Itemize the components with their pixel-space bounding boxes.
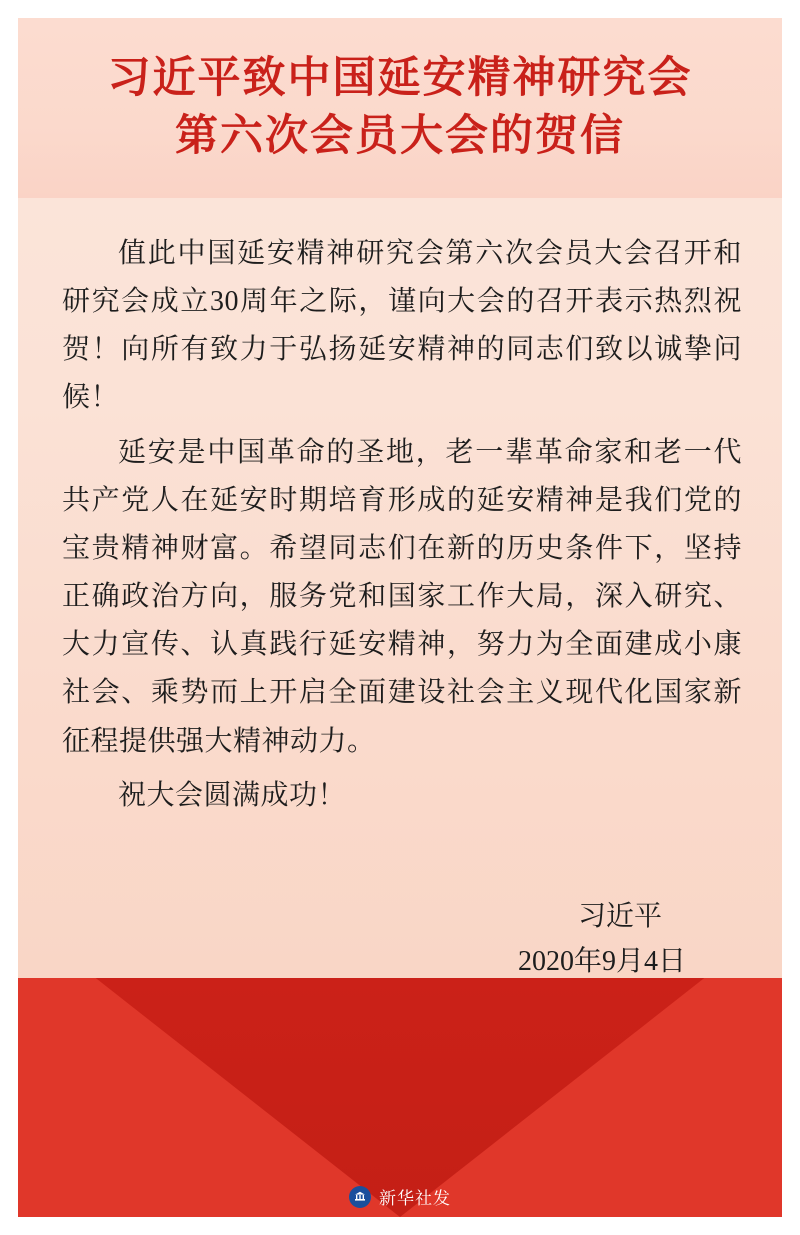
footer-text: 新华社发	[379, 1189, 451, 1208]
page-title-line-2: 第六次会员大会的贺信	[175, 113, 625, 160]
letter-paragraph-2: 延安是中国革命的圣地，老一辈革命家和老一代共产党人在延安时期培育形成的延安精神是我们党的宝贵精神财富。希望同志们在新的历史条件下，坚持正确政治方向，服务党和国家工作大局，深入研究、大力宣传、认真践行延安精神，努力为全面建成小康社会、乘势而上开启全面建设社会主义现代化国家新征程提供强大精神动力。	[62, 436, 742, 757]
letter-paragraph-3: 祝大会圆满成功！	[118, 779, 347, 811]
page-title-line-1: 习近平致中国延安精神研究会	[107, 54, 693, 102]
signature-date: 2020年9月4日	[517, 945, 686, 977]
letter-paragraph-1: 值此中国延安精神研究会第六次会员大会召开和研究会成立30周年之际，谨向大会的召开表示热烈祝贺！向所有致力于弘扬延安精神的同志们致以诚挚问候！	[62, 238, 742, 414]
signature-name: 习近平	[577, 901, 662, 932]
